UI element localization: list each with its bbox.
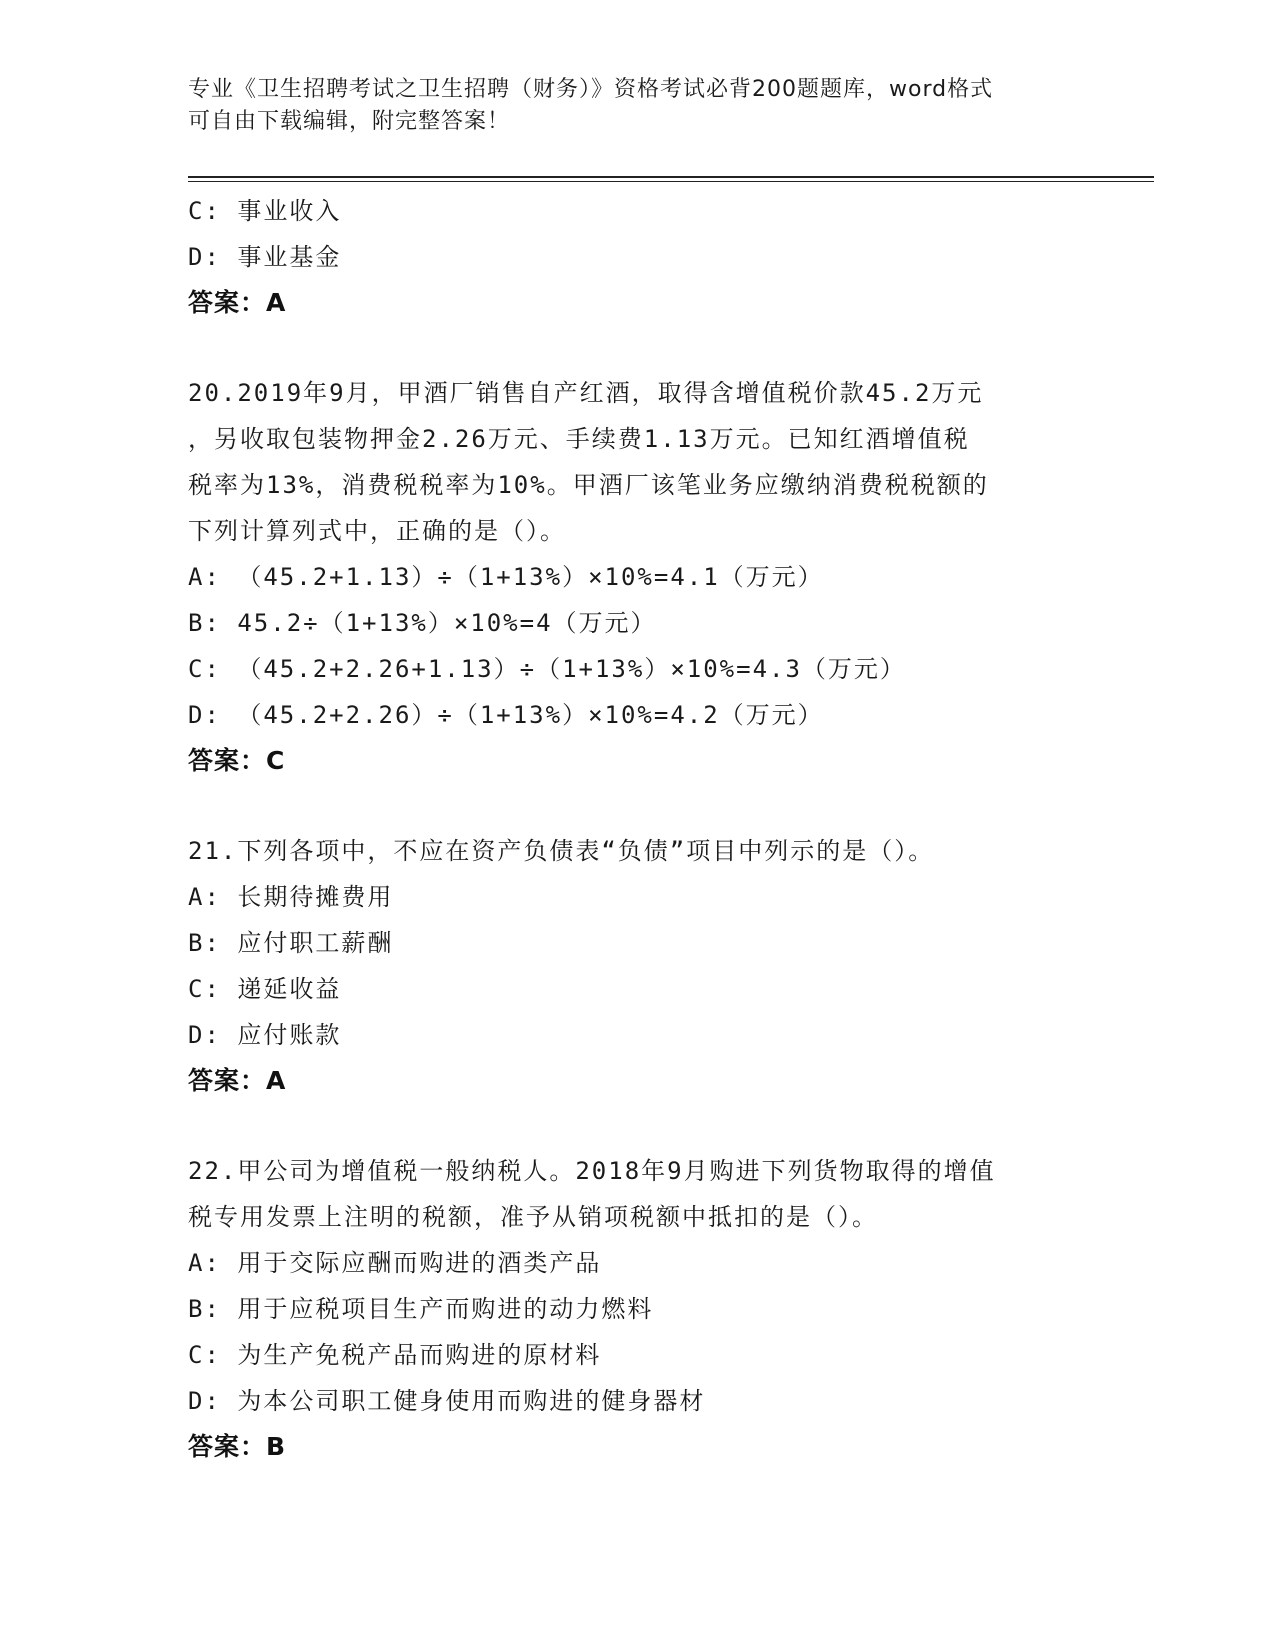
answer-label: 答案：C bbox=[188, 746, 286, 775]
question-22 bbox=[188, 1148, 1154, 1470]
option-c: C: 递延收益 bbox=[188, 975, 342, 1003]
option-d: D: 为本公司职工健身使用而购进的健身器材 bbox=[188, 1387, 706, 1415]
question-21 bbox=[188, 828, 1154, 1104]
answer-label: 答案：A bbox=[188, 1066, 287, 1095]
header-line-2: 可自由下载编辑，附完整答案！ bbox=[188, 109, 511, 134]
option-a: A: 用于交际应酬而购进的酒类产品 bbox=[188, 1249, 602, 1277]
option-c: C: （45.2+2.26+1.13）÷（1+13%）×10%=4.3（万元） bbox=[188, 655, 906, 683]
header-divider-thick bbox=[188, 176, 1154, 178]
option-a: A: 长期待摊费用 bbox=[188, 883, 394, 911]
question-stem: ，另收取包装物押金2.26万元、手续费1.13万元。已知红酒增值税 bbox=[188, 425, 970, 453]
option-b: B: 45.2÷（1+13%）×10%=4（万元） bbox=[188, 609, 657, 637]
question-stem: 税专用发票上注明的税额，准予从销项税额中抵扣的是（）。 bbox=[188, 1203, 878, 1231]
option-b: B: 用于应税项目生产而购进的动力燃料 bbox=[188, 1295, 654, 1323]
option-a: A: （45.2+1.13）÷（1+13%）×10%=4.1（万元） bbox=[188, 563, 824, 591]
question-20 bbox=[188, 370, 1154, 784]
question-list bbox=[188, 188, 1154, 1470]
option-c: C: 为生产免税产品而购进的原材料 bbox=[188, 1341, 602, 1369]
document-header bbox=[188, 74, 1088, 138]
option-b: B: 应付职工薪酬 bbox=[188, 929, 394, 957]
option-d: D: 事业基金 bbox=[188, 243, 342, 271]
answer-label: 答案：B bbox=[188, 1432, 287, 1461]
question-19-tail bbox=[188, 188, 1154, 326]
question-stem: 21.下列各项中，不应在资产负债表“负债”项目中列示的是（）。 bbox=[188, 837, 935, 865]
option-d: D: 应付账款 bbox=[188, 1021, 342, 1049]
question-stem: 下列计算列式中，正确的是（）。 bbox=[188, 517, 566, 545]
header-divider-thin bbox=[188, 181, 1154, 182]
answer-label: 答案：A bbox=[188, 288, 287, 317]
option-d: D: （45.2+2.26）÷（1+13%）×10%=4.2（万元） bbox=[188, 701, 824, 729]
question-stem: 20.2019年9月，甲酒厂销售自产红酒，取得含增值税价款45.2万元 bbox=[188, 379, 984, 407]
header-line-1: 专业《卫生招聘考试之卫生招聘（财务）》资格考试必背200题题库，word格式 bbox=[188, 77, 994, 102]
question-stem: 税率为13%，消费税税率为10%。甲酒厂该笔业务应缴纳消费税税额的 bbox=[188, 471, 989, 499]
option-c: C: 事业收入 bbox=[188, 197, 342, 225]
question-stem: 22.甲公司为增值税一般纳税人。2018年9月购进下列货物取得的增值 bbox=[188, 1157, 996, 1185]
